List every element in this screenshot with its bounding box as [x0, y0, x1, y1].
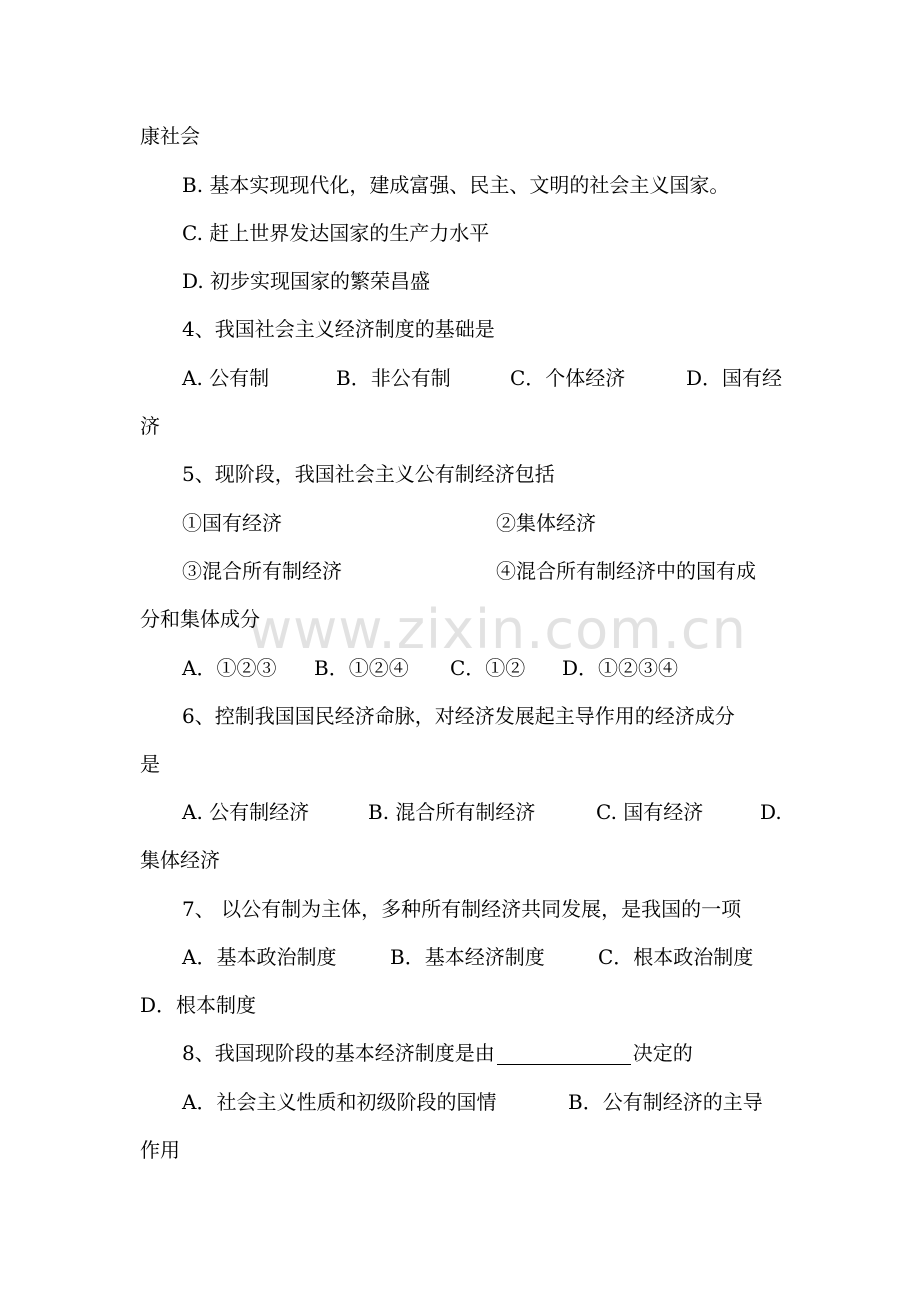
option-a: A．基本政治制度	[182, 945, 337, 969]
option-d: D．国有经	[686, 366, 783, 390]
question-5-options	[182, 656, 802, 680]
question-5-continuation: 分和集体成分	[140, 607, 260, 631]
option-b: B. 混合所有制经济	[368, 800, 536, 824]
question-8	[182, 1041, 802, 1065]
option-c: C．①②	[450, 656, 526, 680]
question-6-continuation-2: 集体经济	[140, 848, 220, 872]
option-b: B．非公有制	[336, 366, 451, 390]
answer-blank	[497, 1044, 631, 1065]
option-a: A．社会主义性质和初级阶段的国情	[182, 1090, 497, 1114]
question-6: 6、控制我国国民经济命脉，对经济发展起主导作用的经济成分	[182, 704, 735, 728]
question-5: 5、现阶段，我国社会主义公有制经济包括	[182, 462, 555, 486]
question-6-continuation: 是	[140, 752, 160, 776]
question-5-items-row-2	[182, 559, 802, 583]
question-7-options	[182, 945, 802, 969]
item-3: ③混合所有制经济	[182, 559, 342, 583]
item-1: ①国有经济	[182, 511, 282, 535]
question-8-text: 8、我国现阶段的基本经济制度是由	[182, 1041, 495, 1065]
question-8-options	[182, 1090, 802, 1114]
watermark-text: www.zixin.com.cn	[248, 598, 747, 661]
option-c: C．个体经济	[510, 366, 626, 390]
question-8-continuation: 作用	[140, 1138, 180, 1162]
question-5-items-row-1	[182, 511, 802, 535]
option-d: D．①②③④	[562, 656, 679, 680]
option-c-line: C. 赶上世界发达国家的生产力水平	[182, 221, 490, 245]
text-line: 康社会	[140, 124, 200, 148]
question-6-options	[182, 800, 802, 824]
option-a: A. 公有制	[182, 366, 270, 390]
option-b: B．基本经济制度	[390, 945, 545, 969]
question-7-option-d: D．根本制度	[140, 993, 257, 1017]
option-a: A．①②③	[182, 656, 277, 680]
option-b: B．公有制经济的主导	[568, 1090, 763, 1114]
option-c: C. 国有经济	[596, 800, 704, 824]
question-8-text-end: 决定的	[632, 1041, 693, 1065]
question-4-options	[182, 366, 802, 390]
option-b-line: B. 基本实现现代化，建成富强、民主、文明的社会主义国家。	[182, 173, 730, 197]
item-2: ②集体经济	[496, 511, 596, 535]
option-b: B．①②④	[314, 656, 409, 680]
item-4: ④混合所有制经济中的国有成	[496, 559, 756, 583]
option-a: A. 公有制经济	[182, 800, 310, 824]
question-4-continuation: 济	[140, 414, 160, 438]
question-7: 7、 以公有制为主体，多种所有制经济共同发展，是我国的一项	[182, 897, 742, 921]
option-d: D.	[760, 800, 782, 824]
option-c: C．根本政治制度	[598, 945, 754, 969]
question-4: 4、我国社会主义经济制度的基础是	[182, 317, 495, 341]
option-d-line: D. 初步实现国家的繁荣昌盛	[182, 269, 431, 293]
